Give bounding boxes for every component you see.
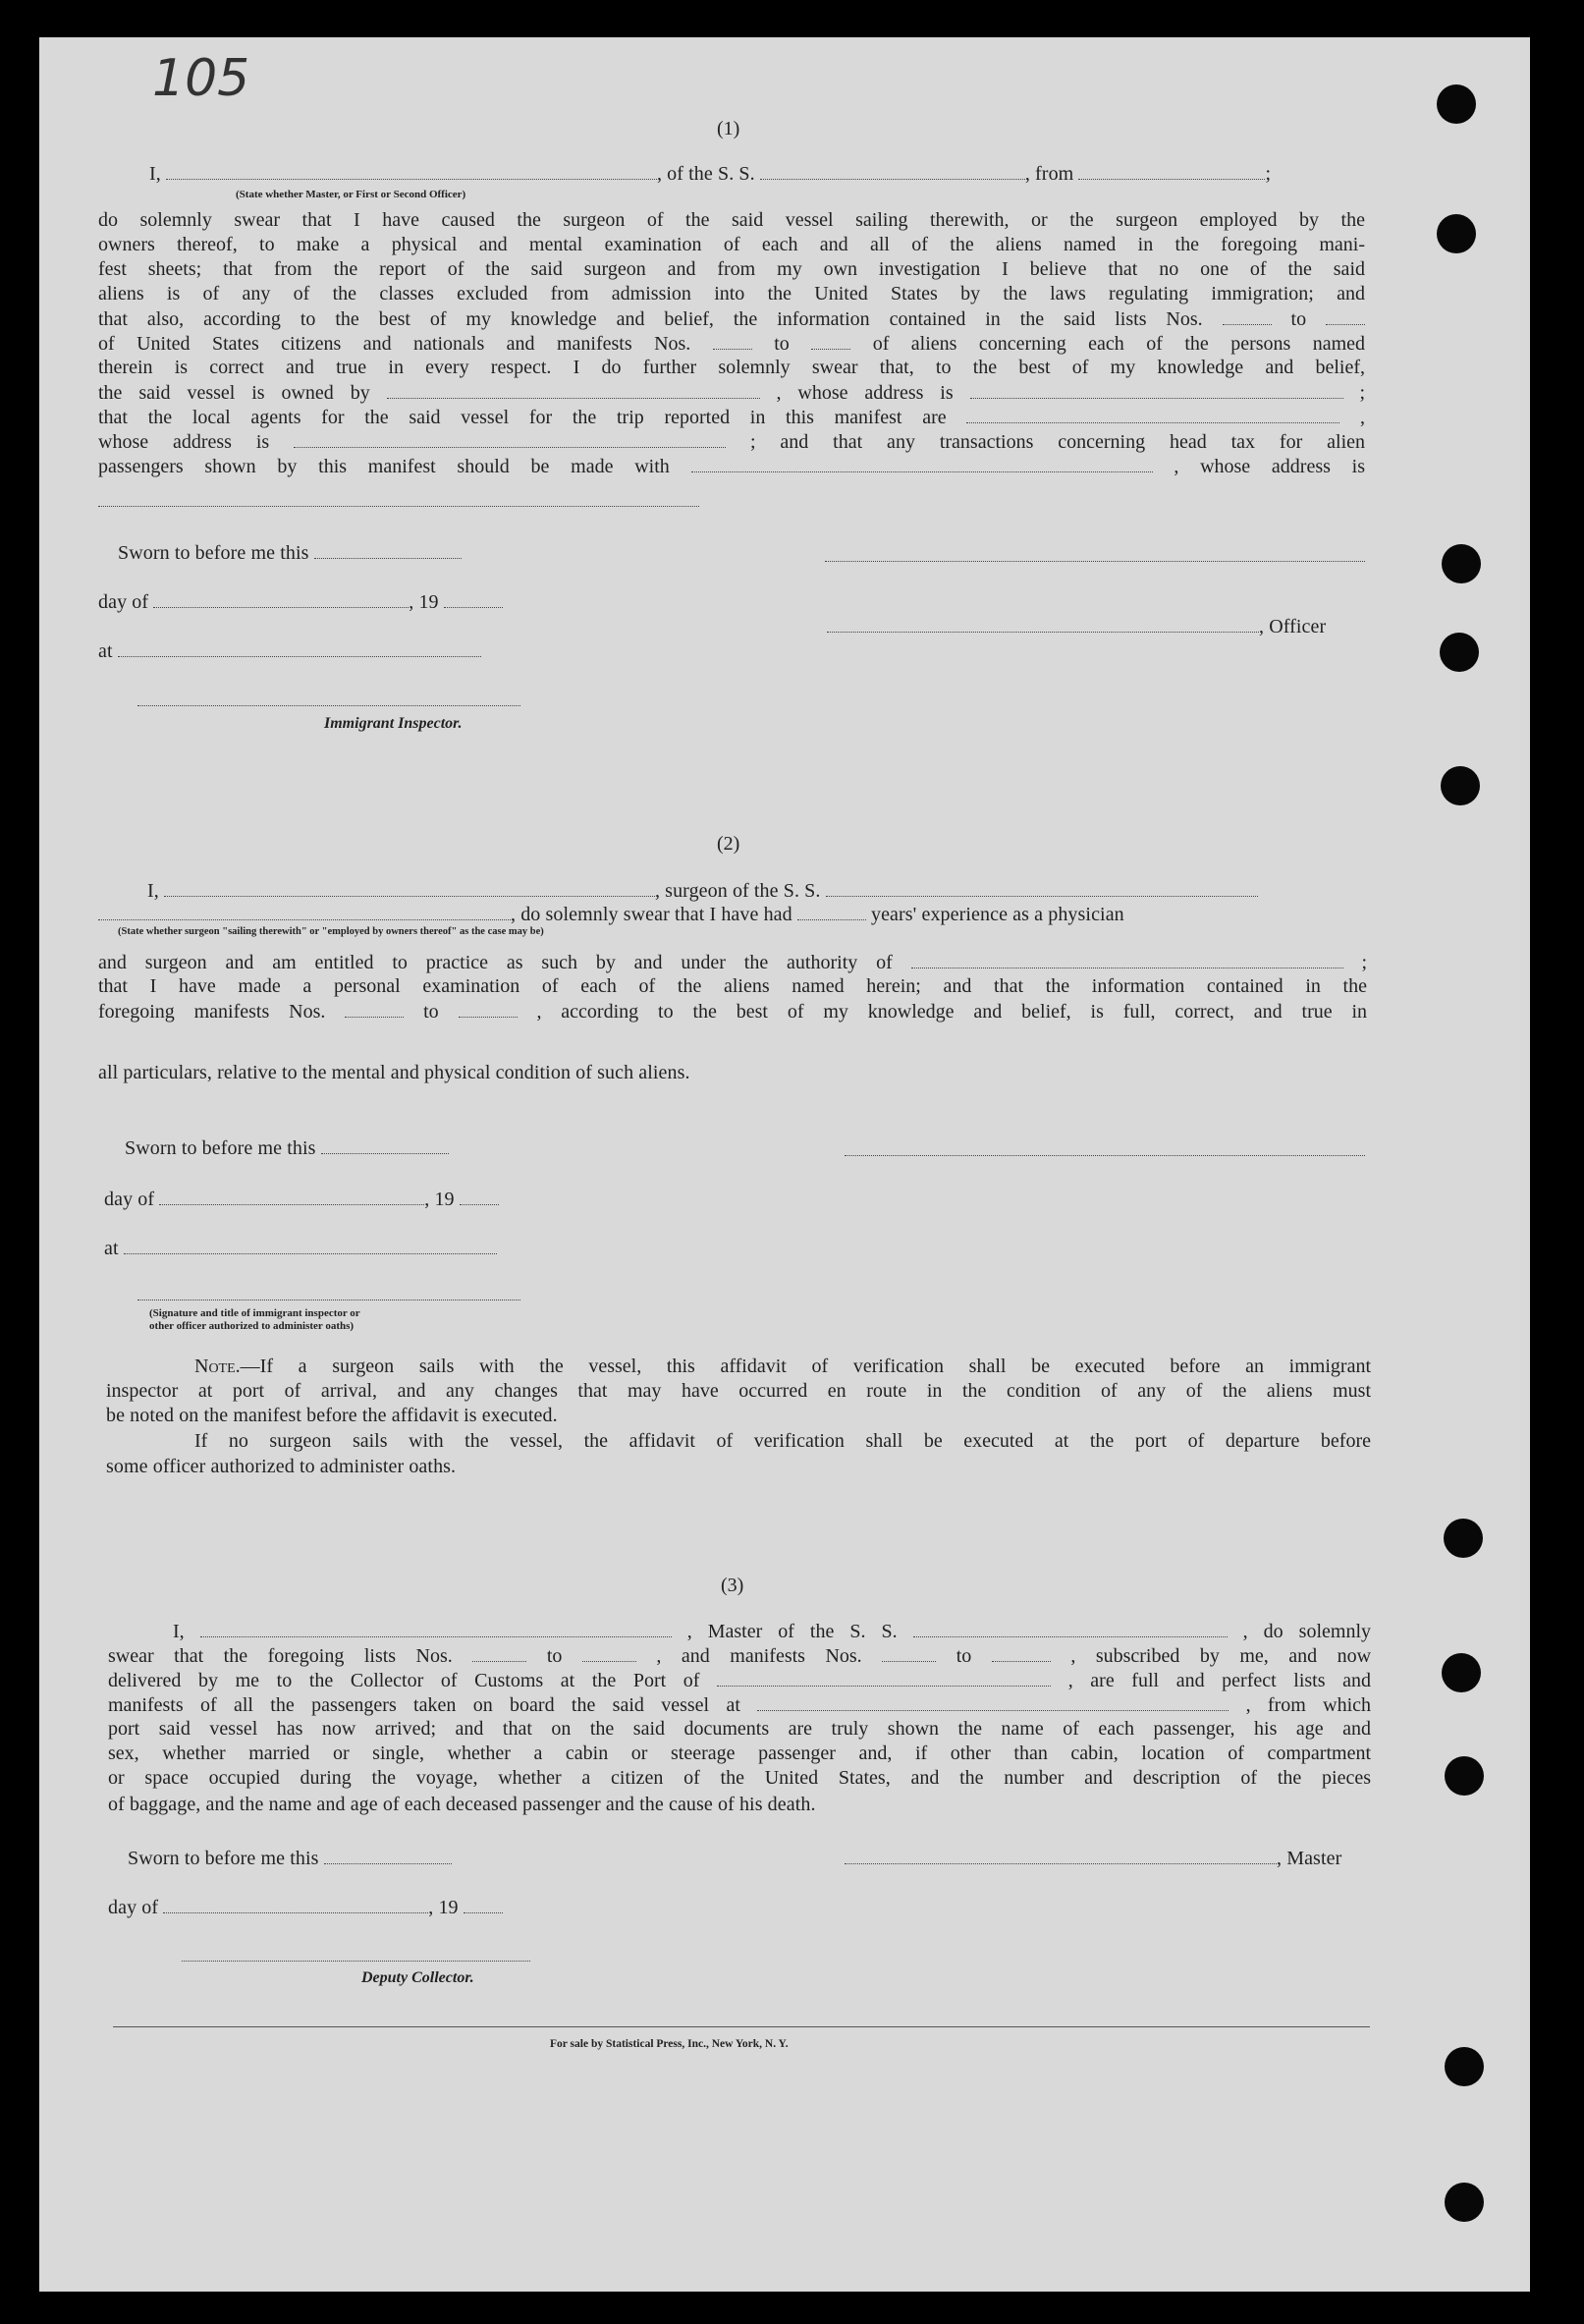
paragraph-line: fest sheets; that from the report of the said surgeon and from my own investigation I believe that no one of the said [98, 258, 1365, 280]
text-year: , 19 [409, 591, 439, 613]
binder-hole [1437, 84, 1476, 124]
text-sworn: Sworn to before me this [128, 1848, 319, 1869]
note-line [106, 1355, 1371, 1379]
text-whose-address: whose address is [98, 431, 270, 453]
text-delivered: delivered by me to the Collector of Customs at the Port of [108, 1670, 700, 1691]
note-surgeon: (State whether surgeon "sailing therewith" or "employed by owners thereof" as the case may be) [118, 926, 544, 937]
lists-to-field[interactable] [582, 1643, 636, 1662]
section-2-number: (2) [717, 833, 740, 855]
surgeon-vessel-field[interactable] [826, 878, 1258, 897]
binder-hole [1442, 1653, 1481, 1692]
paragraph-line [108, 1668, 1371, 1692]
text-to: to [956, 1645, 972, 1667]
month-field[interactable] [163, 1895, 428, 1913]
text-head-tax: ; and that any transactions concerning head tax for alien [749, 431, 1365, 453]
section-2-paragraph [98, 950, 1367, 1024]
lists-from-field[interactable] [472, 1643, 526, 1662]
label-of-ss: , of the S. S. [656, 163, 755, 185]
sworn-day-field[interactable] [321, 1135, 449, 1154]
month-field[interactable] [153, 589, 409, 608]
at-line-2 [104, 1236, 497, 1260]
agents-address-field[interactable] [294, 429, 726, 448]
sig-note-1: (Signature and title of immigrant inspector or [149, 1307, 360, 1319]
text-year: , 19 [428, 1897, 459, 1918]
paragraph-line [98, 380, 1365, 405]
text-year: , 19 [424, 1189, 455, 1210]
authority-field[interactable] [911, 950, 1343, 968]
text-day-of: day of [104, 1189, 155, 1210]
text-owned: the said vessel is owned by [98, 382, 370, 404]
paragraph-line: or space occupied during the voyage, whether a citizen of the United States, and the number and description of the pieces [108, 1767, 1371, 1789]
sworn-line-3 [128, 1846, 452, 1870]
year-field[interactable] [444, 589, 503, 608]
text-sworn: Sworn to before me this [118, 542, 309, 564]
paragraph-line [98, 306, 1365, 331]
note-label: Note. [194, 1356, 241, 1377]
text-master-of: , Master of the S. S. [686, 1621, 898, 1642]
officer-signature-field[interactable] [827, 614, 1259, 633]
from-port-field[interactable] [1078, 161, 1265, 180]
binder-hole [1441, 766, 1480, 805]
month-field[interactable] [159, 1187, 424, 1205]
binder-hole [1445, 2183, 1484, 2222]
text-full-lists: , are full and perfect lists and [1067, 1670, 1372, 1691]
paragraph-line: do solemnly swear that I have caused the surgeon of the said vessel sailing therewith, or the surgeon employed by the [98, 209, 1365, 231]
deputy-title: Deputy Collector. [361, 1969, 474, 1986]
paragraph-line [108, 1643, 1371, 1668]
text-agents: that the local agents for the said vessel for the trip reported in this manifest are [98, 407, 947, 428]
text-foregoing: foregoing manifests Nos. [98, 1001, 326, 1023]
punctuation: ; [1361, 952, 1368, 973]
text-years: years' experience as a physician [870, 904, 1124, 925]
paragraph-line: owners thereof, to make a physical and mental examination of each and all of the aliens named in the foregoing mani- [98, 234, 1365, 255]
head-tax-agent-field[interactable] [691, 454, 1153, 472]
surgeon-signature-line[interactable] [845, 1155, 1365, 1156]
section-2-line-1 [147, 878, 1258, 903]
punctuation: , [1360, 407, 1366, 428]
manifests-from-field[interactable] [713, 331, 752, 350]
paragraph-line: therein is correct and true in every respect. I do further solemnly swear that, to the best of my knowledge and belief, [98, 357, 1365, 378]
text-to: to [1290, 308, 1307, 330]
text-at: at [104, 1238, 119, 1259]
manifests-to-field[interactable] [459, 999, 518, 1018]
text-sworn: Sworn to before me this [125, 1137, 316, 1159]
section-1-number: (1) [717, 118, 740, 139]
text-day-of: day of [98, 591, 149, 613]
officer-signature-top-line[interactable] [825, 561, 1365, 562]
master-signature-field[interactable] [845, 1846, 1277, 1864]
day-line-1 [98, 589, 503, 614]
section-3-number: (3) [721, 1575, 744, 1596]
paragraph-line [98, 999, 1367, 1024]
note-text: —If a surgeon sails with the vessel, this affidavit of verification shall be executed before an immigrant [240, 1356, 1371, 1377]
text-master: , Master [1277, 1848, 1342, 1869]
address-continuation-field[interactable] [98, 506, 699, 507]
text-surgeon-of: , surgeon of the S. S. [654, 880, 821, 902]
note-line: inspector at port of arrival, and any changes that may have occurred en route in the condition of any of the aliens must [106, 1380, 1371, 1402]
owner-field[interactable] [387, 380, 760, 399]
text-swear: swear that the foregoing lists Nos. [108, 1645, 453, 1667]
master-name-field[interactable] [166, 161, 657, 180]
surgeon-name-field[interactable] [164, 878, 655, 897]
section-3-paragraph [108, 1619, 1371, 1791]
paragraph-line [98, 331, 1365, 356]
paragraph-line [108, 1692, 1371, 1717]
master-name-field[interactable] [200, 1619, 672, 1637]
text-authority: and surgeon and am entitled to practice as such by and under the authority of [98, 952, 893, 973]
footer-rule [113, 2026, 1370, 2027]
text-aliens: of aliens concerning each of the persons named [872, 333, 1366, 355]
year-field[interactable] [464, 1895, 503, 1913]
punctuation: ; [1359, 382, 1366, 404]
deputy-signature-line[interactable] [182, 1961, 530, 1962]
binder-hole [1437, 214, 1476, 253]
paragraph-line: sex, whether married or single, whether a cabin or steerage passenger and, if other than cabin, location of compartment [108, 1743, 1371, 1764]
punctuation: ; [1265, 163, 1272, 185]
note2-paragraph [106, 1429, 1371, 1454]
paragraph-line [98, 454, 1365, 478]
section-1-paragraph [98, 208, 1365, 478]
binder-hole [1445, 2047, 1484, 2086]
officer-line [827, 614, 1326, 638]
vessel-name-field[interactable] [760, 161, 1025, 180]
section-2-line-2 [98, 902, 1124, 926]
paragraph-line: port said vessel has now arrived; and that on the said documents are truly shown the name of each passenger, his age and [108, 1718, 1371, 1740]
binder-hole [1440, 633, 1479, 672]
master-line [845, 1846, 1341, 1870]
surgeon-status-field[interactable] [98, 902, 511, 920]
text-do-solemnly: , do solemnly [1242, 1621, 1372, 1642]
at-place-field[interactable] [124, 1236, 497, 1254]
text-manifests: , and manifests Nos. [656, 1645, 862, 1667]
sworn-line-1 [118, 540, 462, 565]
manifests-from-field[interactable] [882, 1643, 936, 1662]
years-field[interactable] [797, 902, 866, 920]
owner-address-field[interactable] [970, 380, 1343, 399]
paragraph-line [98, 950, 1367, 974]
note-last-line: be noted on the manifest before the affidavit is executed. [106, 1405, 558, 1426]
binder-hole [1445, 1756, 1484, 1796]
text-day-of: day of [108, 1897, 159, 1918]
agents-field[interactable] [966, 405, 1339, 423]
vessel-name-field[interactable] [913, 1619, 1228, 1637]
text-at: at [98, 640, 113, 662]
manifests-to-field[interactable] [992, 1643, 1051, 1662]
text-whose-address: , whose address is [1174, 456, 1366, 477]
paragraph-line [108, 1619, 1371, 1643]
text-subscribed: , subscribed by me, and now [1070, 1645, 1372, 1667]
section-1-line-1 [149, 161, 1271, 186]
binder-hole [1444, 1519, 1483, 1558]
label-i: I, [149, 163, 161, 185]
label-i: I, [147, 880, 159, 902]
text-officer: , Officer [1259, 616, 1327, 637]
at-line-1 [98, 638, 481, 663]
paragraph-line [98, 429, 1365, 454]
binder-hole [1442, 544, 1481, 583]
section-2-last-line: all particulars, relative to the mental and physical condition of such aliens. [98, 1062, 690, 1083]
at-place-field[interactable] [118, 638, 481, 657]
port-field[interactable] [717, 1668, 1051, 1687]
sworn-day-field[interactable] [314, 540, 462, 559]
text-to: to [774, 333, 790, 355]
text-passengers: passengers shown by this manifest should be made with [98, 456, 670, 477]
sig-note-2: other officer authorized to administer oaths) [149, 1320, 355, 1332]
label-from: , from [1024, 163, 1074, 185]
note-line: If no surgeon sails with the vessel, the affidavit of verification shall be executed at the port of departure before [194, 1430, 1371, 1452]
text-address: , whose address is [776, 382, 954, 404]
boarding-port-field[interactable] [757, 1692, 1229, 1711]
manifests-to-field[interactable] [811, 331, 850, 350]
footer-printer: For sale by Statistical Press, Inc., New York, N. Y. [550, 2038, 789, 2050]
paragraph-line [98, 405, 1365, 429]
lists-from-field[interactable] [1223, 306, 1272, 325]
manifest-sheet [39, 37, 1530, 2292]
sworn-line-2 [125, 1135, 449, 1160]
text-to: to [546, 1645, 563, 1667]
manifests-from-field[interactable] [345, 999, 404, 1018]
text-manifests: of United States citizens and nationals and manifests Nos. [98, 333, 691, 355]
text-lists: that also, according to the best of my knowledge and belief, the information contained in the said lists Nos. [98, 308, 1203, 330]
text-from-which: , from which [1245, 1694, 1372, 1716]
day-line-3 [108, 1895, 503, 1919]
inspector-title: Immigrant Inspector. [324, 715, 463, 732]
note-paragraph [106, 1355, 1371, 1404]
sworn-day-field[interactable] [324, 1846, 452, 1864]
text-manifests-all: manifests of all the passengers taken on board the said vessel at [108, 1694, 740, 1716]
section-3-last-line: of baggage, and the name and age of each deceased passenger and the cause of his death. [108, 1794, 816, 1815]
text-to: to [423, 1001, 439, 1023]
lists-to-field[interactable] [1326, 306, 1365, 325]
text-solemnly: , do solemnly swear that I have had [511, 904, 792, 925]
handwritten-number: 105 [152, 49, 250, 108]
paragraph-line: aliens is of any of the classes excluded from admission into the United States by the laws regulating immigration; and [98, 283, 1365, 304]
paragraph-line: that I have made a personal examination of each of the aliens named herein; and that the information contained in the [98, 975, 1367, 997]
inspector-signature-line[interactable] [137, 705, 520, 706]
text-according: , according to the best of my knowledge and belief, is full, correct, and true in [536, 1001, 1368, 1023]
note-master: (State whether Master, or First or Second Officer) [236, 189, 466, 200]
year-field[interactable] [460, 1187, 499, 1205]
note2-last-line: some officer authorized to administer oaths. [106, 1456, 457, 1477]
label-i: I, [173, 1621, 185, 1642]
day-line-2 [104, 1187, 499, 1211]
